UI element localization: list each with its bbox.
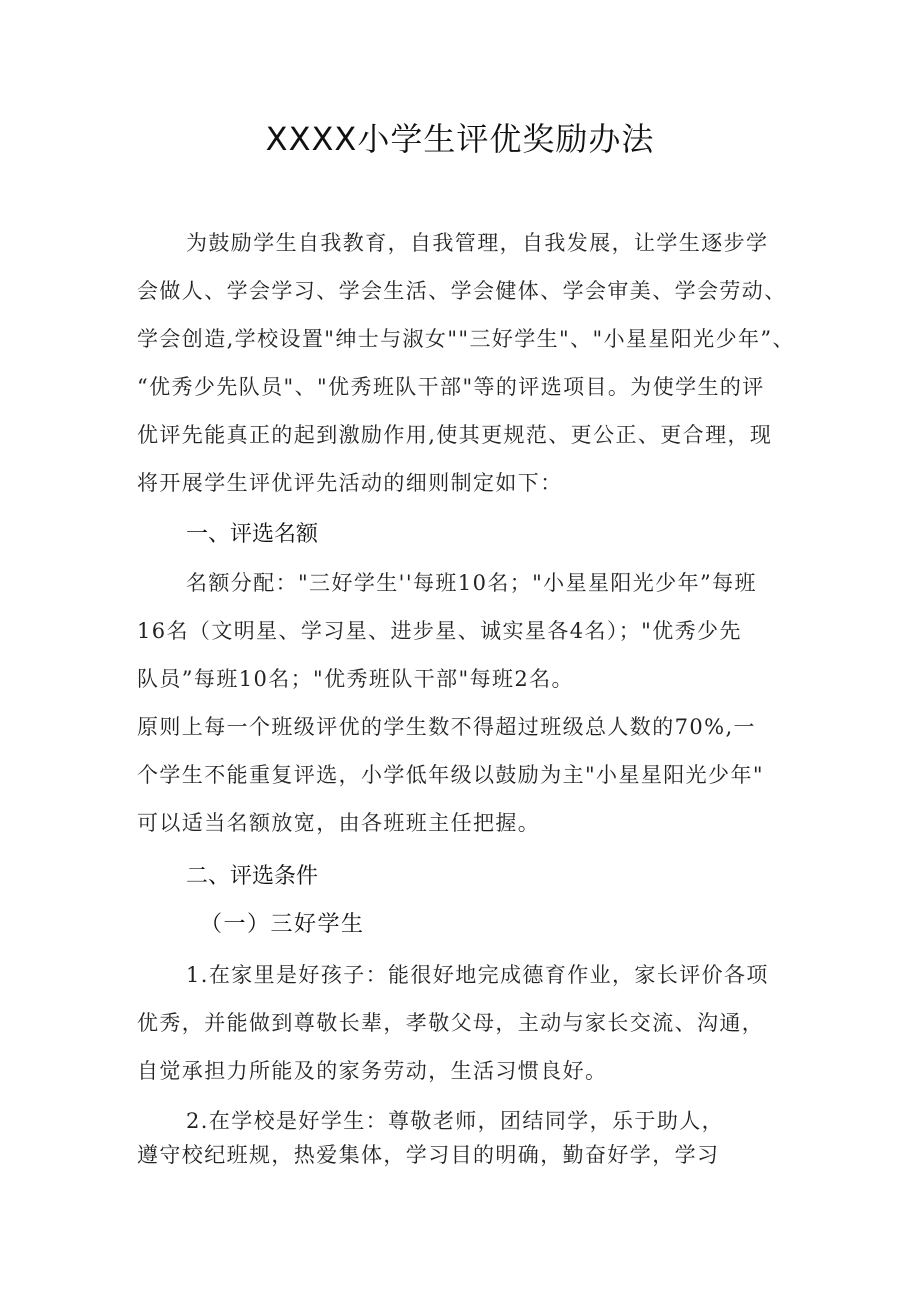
item-1-line-1: 1.在家里是好孩子：能很好地完成德育作业，家长评价各项 — [186, 963, 769, 987]
item-1-line-3: 自觉承担力所能及的家务劳动，生活习惯良好。 — [137, 1059, 608, 1083]
item-2-line-1: 2.在学校是好学生：尊敬老师，团结同学，乐于助人， — [186, 1109, 725, 1133]
section-1-principle-1: 原则上每一个班级评优的学生数不得超过班级总人数的70%,一 — [137, 715, 756, 739]
intro-line-6: 将开展学生评优评先活动的细则制定如下： — [137, 471, 563, 495]
item-2-line-2: 遵守校纪班规，热爱集体，学习目的明确，勤奋好学，学习 — [137, 1143, 720, 1167]
intro-line-2: 会做人、学会学习、学会生活、学会健体、学会审美、学会劳动、 — [137, 279, 787, 303]
intro-line-5: 优评先能真正的起到激励作用,使其更规范、更公正、更合理，现 — [137, 423, 773, 447]
section-1-principle-2: 个学生不能重复评选，小学低年级以鼓励为主"小星星阳光少年" — [137, 763, 764, 787]
item-1-line-2: 优秀，并能做到尊敬长辈，孝敬父母，主动与家长交流、沟通， — [137, 1011, 765, 1035]
intro-line-3: 学会创造,学校设置"绅士与淑女""三好学生"、"小星星阳光少年”、 — [137, 327, 795, 351]
section-1-heading: 一、评选名额 — [186, 522, 319, 547]
section-1-line-2: 16名（文明星、学习星、进步星、诚实星各4名）；"优秀少先 — [137, 619, 742, 643]
section-1-line-1: 名额分配："三好学生''每班10名；"小星星阳光少年”每班 — [186, 571, 757, 595]
intro-line-4: “优秀少先队员"、"优秀班队干部"等的评选项目。为使学生的评 — [137, 375, 765, 399]
section-2-heading: 二、评选条件 — [186, 864, 319, 889]
section-1-principle-3: 可以适当名额放宽，由各班班主任把握。 — [137, 811, 541, 835]
section-1-line-3: 队员”每班10名；"优秀班队干部"每班2名。 — [137, 667, 574, 691]
intro-line-1: 为鼓励学生自我教育，自我管理，自我发展，让学生逐步学 — [186, 231, 769, 255]
section-2-subheading: （一）三好学生 — [200, 912, 365, 937]
document-title: XXXX小学生评优奖励办法 — [265, 120, 655, 158]
